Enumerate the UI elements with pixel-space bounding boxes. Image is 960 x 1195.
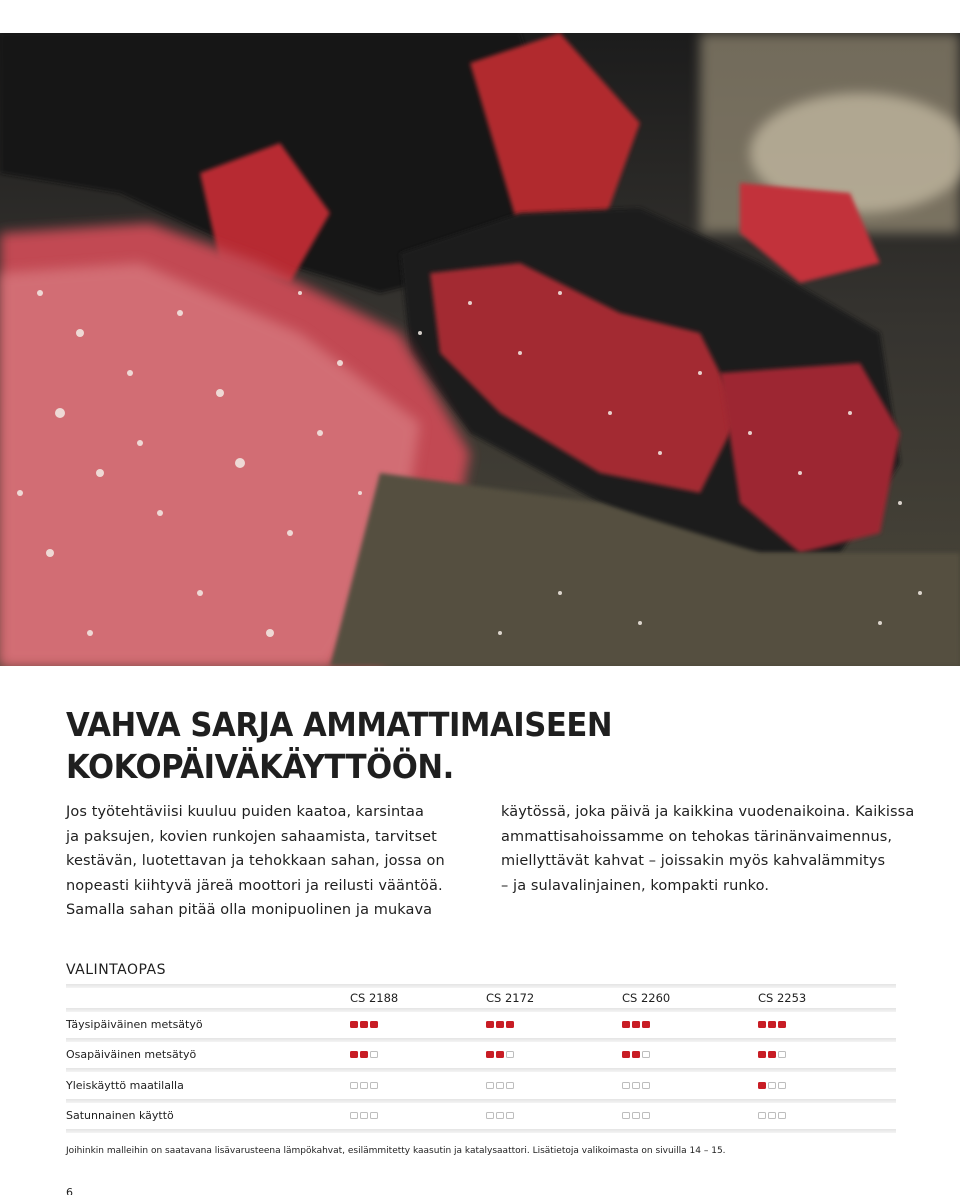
- rating-dots: [758, 1021, 786, 1028]
- rating-dots: [486, 1021, 514, 1028]
- model-header: CS 2260: [622, 991, 671, 1005]
- rating-dot-filled: [758, 1051, 766, 1058]
- body-line: kestävän, luotettavan ja tehokkaan sahan, jossa on: [66, 853, 445, 869]
- rating-dots: [350, 1051, 378, 1058]
- rating-dot-empty: [360, 1082, 368, 1089]
- rating-dot-filled: [758, 1021, 766, 1028]
- rating-dot-filled: [768, 1051, 776, 1058]
- hero-photo-chainsaw-cutting: [0, 33, 960, 666]
- rating-dot-filled: [622, 1021, 630, 1028]
- rating-dot-empty: [506, 1051, 514, 1058]
- body-line: – ja sulavalinjainen, kompakti runko.: [501, 877, 770, 894]
- body-line: Samalla sahan pitää olla monipuolinen ja mukava: [66, 902, 433, 918]
- rating-dots: [622, 1112, 650, 1119]
- rating-dot-empty: [632, 1082, 640, 1089]
- rating-dot-filled: [642, 1021, 650, 1028]
- use-case-label: Täysipäiväinen metsätyö: [66, 1018, 203, 1031]
- rating-dot-empty: [506, 1082, 514, 1089]
- rating-dot-empty: [360, 1112, 368, 1119]
- model-header: CS 2172: [486, 991, 535, 1005]
- body-text-left-column: [66, 800, 445, 923]
- rating-dot-filled: [768, 1021, 776, 1028]
- rating-dot-filled: [360, 1021, 368, 1028]
- rating-dots: [758, 1051, 786, 1058]
- hero-illustration: [0, 33, 960, 666]
- rating-dot-empty: [496, 1112, 504, 1119]
- rating-dot-empty: [486, 1082, 494, 1089]
- rating-dot-filled: [496, 1051, 504, 1058]
- body-text-right-column: [501, 800, 914, 898]
- rating-dot-filled: [486, 1051, 494, 1058]
- use-case-label: Satunnainen käyttö: [66, 1109, 174, 1122]
- rating-dot-filled: [622, 1051, 630, 1058]
- table-rule: [66, 1008, 896, 1012]
- selection-guide-title: VALINTAOPAS: [66, 962, 166, 978]
- rating-dot-empty: [778, 1112, 786, 1119]
- body-line: nopeasti kiihtyvä järeä moottori ja reilusti vääntöä.: [66, 877, 443, 894]
- rating-dots: [350, 1112, 378, 1119]
- rating-dot-filled: [486, 1021, 494, 1028]
- use-case-label: Yleiskäyttö maatilalla: [66, 1079, 184, 1092]
- rating-dots: [622, 1051, 650, 1058]
- table-rule: [66, 1129, 896, 1133]
- footnote: Joihinkin malleihin on saatavana lisävarusteena lämpökahvat, esilämmitetty kaasutin ja katalysaattori. Lisätietoja valikoimasta on sivuilla 14 – 15.: [66, 1146, 726, 1156]
- rating-dots: [758, 1112, 786, 1119]
- body-line: ja paksujen, kovien runkojen sahaamista, tarvitset: [66, 828, 437, 845]
- rating-dot-empty: [642, 1082, 650, 1089]
- rating-dots: [350, 1082, 378, 1089]
- rating-dot-empty: [350, 1112, 358, 1119]
- model-header: CS 2188: [350, 991, 399, 1005]
- rating-dots: [486, 1051, 514, 1058]
- body-line: miellyttävät kahvat – joissakin myös kahvalämmitys: [501, 853, 886, 869]
- rating-dot-empty: [370, 1112, 378, 1119]
- rating-dots: [486, 1082, 514, 1089]
- rating-dot-empty: [370, 1082, 378, 1089]
- body-line: käytössä, joka päivä ja kaikkina vuodenaikoina. Kaikissa: [501, 804, 915, 820]
- rating-dot-empty: [778, 1051, 786, 1058]
- rating-dot-empty: [768, 1082, 776, 1089]
- body-line: Jos työtehtäviisi kuuluu puiden kaatoa, karsintaa: [66, 804, 425, 820]
- rating-dots: [622, 1082, 650, 1089]
- rating-dot-empty: [370, 1051, 378, 1058]
- rating-dots: [350, 1021, 378, 1028]
- rating-dot-empty: [768, 1112, 776, 1119]
- rating-dot-empty: [622, 1112, 630, 1119]
- rating-dot-filled: [370, 1021, 378, 1028]
- rating-dot-filled: [506, 1021, 514, 1028]
- table-rule: [66, 1038, 896, 1042]
- rating-dot-empty: [622, 1082, 630, 1089]
- rating-dot-empty: [632, 1112, 640, 1119]
- rating-dot-filled: [360, 1051, 368, 1058]
- rating-dot-empty: [350, 1082, 358, 1089]
- rating-dots: [486, 1112, 514, 1119]
- headline-line-2: KOKOPÄIVÄKÄYTTÖÖN.: [66, 747, 454, 786]
- rating-dot-filled: [350, 1021, 358, 1028]
- body-line: ammattisahoissamme on tehokas tärinänvaimennus,: [501, 828, 893, 845]
- rating-dot-filled: [350, 1051, 358, 1058]
- rating-dot-filled: [632, 1051, 640, 1058]
- table-rule: [66, 1099, 896, 1103]
- rating-dot-empty: [496, 1082, 504, 1089]
- rating-dot-filled: [496, 1021, 504, 1028]
- table-rule: [66, 1068, 896, 1072]
- rating-dot-empty: [778, 1082, 786, 1089]
- rating-dot-empty: [642, 1051, 650, 1058]
- rating-dot-empty: [506, 1112, 514, 1119]
- headline: [66, 704, 717, 788]
- rating-dots: [622, 1021, 650, 1028]
- rating-dot-filled: [632, 1021, 640, 1028]
- rating-dot-filled: [758, 1082, 766, 1089]
- page-number: 6: [66, 1186, 73, 1195]
- rating-dot-empty: [758, 1112, 766, 1119]
- use-case-label: Osapäiväinen metsätyö: [66, 1048, 197, 1061]
- rating-dot-filled: [778, 1021, 786, 1028]
- table-rule: [66, 984, 896, 988]
- rating-dots: [758, 1082, 786, 1089]
- model-header: CS 2253: [758, 991, 807, 1005]
- rating-dot-empty: [486, 1112, 494, 1119]
- headline-line-1: VAHVA SARJA AMMATTIMAISEEN: [66, 705, 613, 744]
- rating-dot-empty: [642, 1112, 650, 1119]
